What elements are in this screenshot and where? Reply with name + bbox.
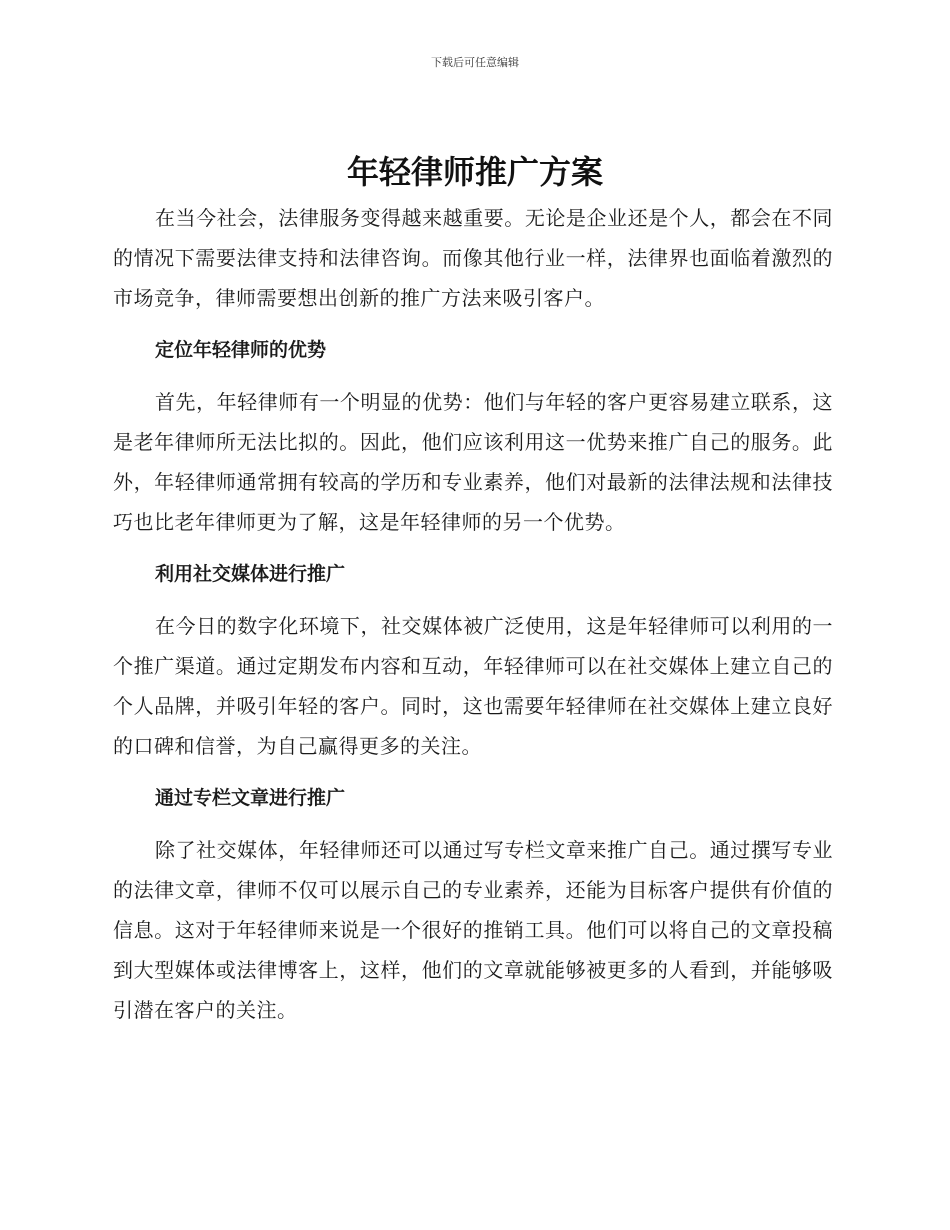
header-note: 下载后可任意编辑 xyxy=(431,56,519,69)
document-body xyxy=(113,198,833,1030)
section-heading-advantages: 定位年轻律师的优势 xyxy=(155,339,327,361)
social-media-paragraph: 在今日的数字化环境下，社交媒体被广泛使用，这是年轻律师可以利用的一个推广渠道。通过定期发布内容和互动，年轻律师可以在社交媒体上建立自己的个人品牌，并吸引年轻的客户。同时，这也需要年轻律师在社交媒体上建立良好的口碑和信誉，为自己赢得更多的关注。 xyxy=(113,614,833,758)
column-articles-paragraph: 除了社交媒体，年轻律师还可以通过写专栏文章来推广自己。通过撰写专业的法律文章，律师不仅可以展示自己的专业素养，还能为目标客户提供有价值的信息。这对于年轻律师来说是一个很好的推销工具。他们可以将自己的文章投稿到大型媒体或法律博客上，这样，他们的文章就能够被更多的人看到，并能够吸引潜在客户的关注。 xyxy=(113,838,833,1022)
section-heading-column-articles: 通过专栏文章进行推广 xyxy=(155,787,346,809)
advantages-paragraph: 首先，年轻律师有一个明显的优势：他们与年轻的客户更容易建立联系，这是老年律师所无法比拟的。因此，他们应该利用这一优势来推广自己的服务。此外，年轻律师通常拥有较高的学历和专业素养，他们对最新的法律法规和法律技巧也比老年律师更为了解，这是年轻律师的另一个优势。 xyxy=(113,390,833,534)
document-title: 年轻律师推广方案 xyxy=(346,153,603,191)
section-heading-social-media: 利用社交媒体进行推广 xyxy=(155,563,346,585)
intro-paragraph: 在当今社会，法律服务变得越来越重要。无论是企业还是个人，都会在不同的情况下需要法律支持和法律咨询。而像其他行业一样，法律界也面临着激烈的市场竞争，律师需要想出创新的推广方法来吸引客户。 xyxy=(113,206,833,310)
